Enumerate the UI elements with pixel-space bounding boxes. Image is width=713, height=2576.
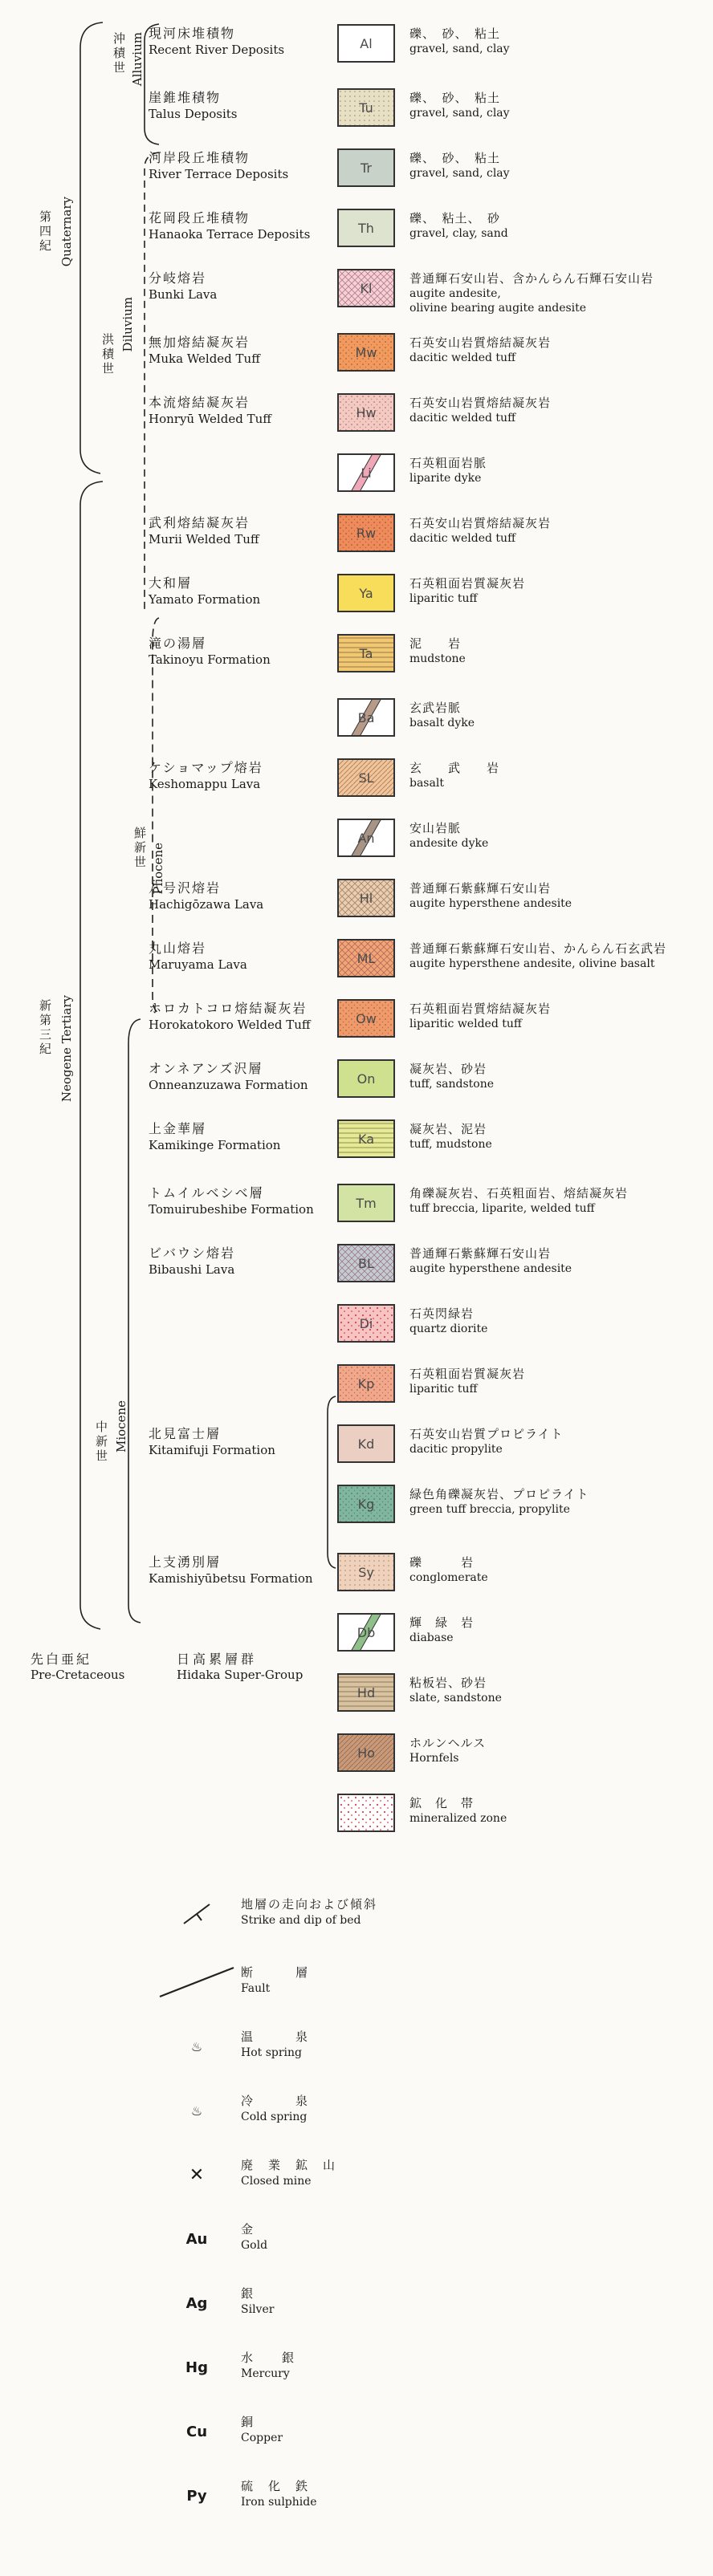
unit-name-en: Muka Welded Tuff: [149, 351, 260, 366]
unit-name: [149, 26, 325, 58]
symbol-description-en: Gold: [241, 2239, 268, 2252]
unit-name: [149, 1121, 325, 1153]
unit-name: [149, 150, 325, 182]
unit-description-en: gravel, sand, clay: [409, 107, 510, 120]
unit-name-en: Keshomappu Lava: [149, 777, 261, 791]
unit-name: [149, 1245, 325, 1278]
unit-name-jp: ビバウシ熔岩: [149, 1245, 236, 1261]
unit-swatch: [337, 574, 395, 612]
symbol-description-en: Cold spring: [241, 2111, 308, 2123]
unit-description-jp: 普通輝石紫蘇輝石安山岩: [409, 1246, 552, 1261]
symbol-label: Cu: [185, 2423, 208, 2440]
symbol-description: [241, 1965, 562, 1997]
unit-code: Kp: [357, 1375, 375, 1392]
symbol-description-en: Iron sulphide: [241, 2496, 317, 2509]
symbol-description: [241, 2285, 562, 2318]
unit-name: [149, 1185, 325, 1217]
element-symbol: [169, 2480, 225, 2512]
unit-description: [409, 700, 713, 730]
unit-name-jp: 滝の湯層: [149, 636, 207, 651]
unit-code: Db: [356, 1624, 376, 1640]
unit-description: [409, 1121, 713, 1152]
unit-swatch: [337, 148, 395, 187]
unit-code: Ta: [359, 645, 373, 661]
unit-name-en: Onneanzuzawa Formation: [149, 1078, 308, 1092]
unit-description-en: quartz diorite: [409, 1323, 488, 1335]
symbol-description-en: Closed mine: [241, 2175, 312, 2188]
hidaka-label-jp: 日高累層群: [177, 1652, 258, 1667]
unit-name: [149, 1061, 325, 1093]
unit-description-jp: 輝 緑 岩: [409, 1615, 475, 1630]
unit-swatch: [337, 879, 395, 917]
unit-description-en: tuff, sandstone: [409, 1078, 495, 1091]
unit-description-jp: 玄 武 岩: [409, 761, 500, 775]
unit-swatch: [337, 269, 395, 307]
unit-description-en: green tuff breccia, propylite: [409, 1503, 570, 1516]
symbol-label: ♨: [190, 2038, 203, 2054]
unit-description-en: mudstone: [409, 652, 466, 665]
unit-name-jp: 上金華層: [149, 1121, 207, 1136]
symbol-description-jp: 温 泉: [241, 2030, 310, 2044]
unit-name: [149, 1426, 325, 1458]
unit-code: Kd: [357, 1436, 375, 1452]
unit-description-en: liparitic tuff: [409, 1383, 478, 1396]
unit-description-jp: 玄武岩脈: [409, 701, 462, 715]
unit-swatch: [337, 1119, 395, 1158]
unit-code: On: [356, 1071, 376, 1087]
unit-description: [409, 1795, 713, 1826]
unit-description-en: liparitic welded tuff: [409, 1018, 522, 1030]
unit-name-jp: 河岸段丘堆積物: [149, 150, 251, 165]
unit-name-en: Murii Welded Tuff: [149, 532, 259, 546]
unit-code: Hw: [356, 404, 377, 421]
unit-description: [409, 90, 713, 120]
unit-description-jp: 石英安山岩質熔結凝灰岩: [409, 335, 552, 350]
unit-swatch: [337, 1364, 395, 1403]
pliocene-label-jp: 鮮新世: [132, 827, 147, 870]
unit-code: Ow: [356, 1010, 377, 1026]
unit-description: [409, 760, 713, 790]
fault-line-icon: [157, 1966, 237, 1998]
unit-name-jp: 現河床堆積物: [149, 26, 236, 41]
unit-name: [149, 210, 325, 242]
unit-name-jp: 丸山熔岩: [149, 941, 207, 956]
unit-name-en: Bibaushi Lava: [149, 1262, 235, 1277]
unit-name-jp: ケショマップ熔岩: [149, 760, 263, 775]
unit-code: Tm: [356, 1195, 377, 1211]
unit-name-en: Horokatokoro Welded Tuff: [149, 1018, 311, 1032]
unit-description: [409, 575, 713, 606]
unit-name-en: Hanaoka Terrace Deposits: [149, 227, 311, 242]
symbol-description: [241, 2350, 562, 2382]
unit-description-jp: 石英閃緑岩: [409, 1306, 475, 1321]
symbol-description-en: Silver: [241, 2303, 275, 2316]
unit-description: [409, 270, 713, 315]
unit-description: [409, 636, 713, 666]
unit-name-en: River Terrace Deposits: [149, 167, 289, 181]
unit-description-en: augite hypersthene andesite: [409, 1262, 572, 1275]
unit-swatch: [337, 1184, 395, 1222]
unit-description-en: basalt dyke: [409, 717, 475, 729]
precretaceous-label-en: Pre-Cretaceous: [31, 1668, 125, 1682]
unit-name-en: Yamato Formation: [149, 592, 261, 607]
unit-description: [409, 1061, 713, 1091]
symbol-label: ✕: [189, 2164, 205, 2185]
symbol-description-jp: 地層の走向および傾斜: [241, 1897, 378, 1912]
symbol-description-jp: 金: [241, 2222, 255, 2237]
unit-name-en: Recent River Deposits: [149, 43, 285, 57]
symbol-label: Au: [185, 2230, 208, 2248]
unit-name-jp: 八号沢熔岩: [149, 880, 222, 896]
unit-code: Ba: [357, 709, 375, 725]
unit-code: Li: [361, 465, 372, 481]
unit-description: [409, 1735, 713, 1765]
unit-description-en: gravel, sand, clay: [409, 167, 510, 180]
unit-swatch: [337, 1613, 395, 1652]
unit-description-jp: 緑色角礫凝灰岩、プロピライト: [409, 1487, 589, 1501]
unit-name-jp: 崖錐堆積物: [149, 90, 222, 105]
unit-description: [409, 455, 713, 486]
unit-name-en: Kitamifuji Formation: [149, 1443, 275, 1457]
unit-description-jp: 粘板岩、砂岩: [409, 1676, 487, 1690]
unit-description-jp: 普通輝石紫蘇輝石安山岩、かんらん石玄武岩: [409, 941, 667, 956]
neogene-label-en: Neogene Tertiary: [59, 995, 74, 1103]
unit-description: [409, 1486, 713, 1517]
miocene-label-jp: 中新世: [94, 1420, 108, 1464]
unit-name-jp: 北見富士層: [149, 1426, 222, 1441]
unit-name: [149, 1001, 325, 1033]
symbol-label: ♨: [190, 2103, 203, 2119]
unit-description-en: liparitic tuff: [409, 592, 478, 605]
unit-code: SL: [358, 770, 374, 786]
unit-name-en: Takinoyu Formation: [149, 652, 271, 667]
unit-name: [149, 1554, 325, 1587]
unit-name-jp: 分岐熔岩: [149, 270, 207, 286]
symbol-description: [241, 2093, 562, 2125]
unit-name-en: Hachigōzawa Lava: [149, 897, 264, 912]
unit-name-en: Kamishiyūbetsu Formation: [149, 1571, 313, 1586]
unit-name: [149, 335, 325, 367]
unit-code: Tr: [361, 160, 372, 176]
unit-swatch: [337, 1794, 395, 1832]
unit-description-jp: 鉱 化 帯: [409, 1796, 475, 1810]
unit-swatch: [337, 453, 395, 492]
unit-swatch: [337, 698, 395, 737]
symbol-label: Py: [186, 2487, 207, 2505]
symbol-description: [241, 2414, 562, 2446]
unit-description: [409, 1185, 713, 1216]
element-symbol: [169, 2223, 225, 2255]
unit-description-en: diabase: [409, 1631, 454, 1644]
unit-description: [409, 1615, 713, 1645]
pliocene-label-en: Pliocene: [151, 843, 165, 895]
alluvium-label-en: Alluvium: [130, 32, 145, 87]
unit-description-en: dacitic propylite: [409, 1443, 503, 1456]
unit-code: ML: [356, 950, 376, 966]
unit-name-en: Talus Deposits: [149, 107, 238, 121]
unit-swatch: [337, 1424, 395, 1463]
unit-description: [409, 880, 713, 911]
unit-description-jp: 普通輝石安山岩、含かんらん石輝石安山岩: [409, 271, 654, 286]
unit-swatch: [337, 88, 395, 127]
unit-description-jp: 安山岩脈: [409, 821, 462, 835]
unit-description: [409, 1001, 713, 1031]
unit-description-jp: 泥 岩: [409, 636, 462, 651]
symbol-description-jp: 銀: [241, 2286, 255, 2301]
unit-name: [149, 941, 325, 973]
alluvium-label-jp: 沖積世: [112, 32, 126, 75]
element-symbol: [169, 2351, 225, 2383]
unit-description: [409, 335, 713, 365]
unit-description-en: mineralized zone: [409, 1812, 507, 1825]
unit-code: Tu: [359, 100, 373, 116]
unit-description-en: augite andesite,: [409, 287, 501, 300]
unit-description: [409, 26, 713, 56]
unit-swatch: [337, 939, 395, 977]
unit-name: [149, 575, 325, 607]
unit-description: [409, 1675, 713, 1705]
unit-description-en: tuff breccia, liparite, welded tuff: [409, 1202, 595, 1215]
cold-spring-icon: [169, 2095, 225, 2127]
unit-description-jp: ホルンヘルス: [409, 1736, 487, 1750]
unit-description: [409, 941, 713, 971]
unit-description-en: basalt: [409, 777, 444, 790]
unit-description-jp: 凝灰岩、泥岩: [409, 1122, 487, 1136]
unit-description: [409, 515, 713, 546]
unit-description-en: conglomerate: [409, 1571, 488, 1584]
unit-swatch: [337, 758, 395, 797]
unit-code: Hd: [356, 1684, 376, 1700]
unit-name-jp: オンネアンズ沢層: [149, 1061, 263, 1076]
unit-code: An: [357, 830, 375, 846]
strike-dip-icon: [169, 1898, 225, 1930]
unit-swatch: [337, 1244, 395, 1282]
unit-name: [149, 90, 325, 122]
unit-code: Al: [360, 35, 373, 51]
miocene-label-en: Miocene: [114, 1400, 128, 1453]
unit-description: [409, 210, 713, 241]
unit-swatch: [337, 514, 395, 552]
diluvium-label-en: Diluvium: [120, 297, 135, 352]
unit-swatch: [337, 1485, 395, 1523]
unit-name: [149, 760, 325, 792]
symbol-description: [241, 2478, 562, 2510]
unit-description-jp: 石英安山岩質プロピライト: [409, 1427, 564, 1441]
symbol-description-jp: 銅: [241, 2415, 255, 2429]
unit-code: Kl: [360, 280, 373, 296]
unit-swatch: [337, 819, 395, 857]
unit-description-jp: 礫、 砂、 粘土: [409, 91, 501, 105]
unit-swatch: [337, 333, 395, 372]
unit-description-jp: 礫 岩: [409, 1555, 475, 1570]
symbol-description: [241, 2157, 562, 2189]
unit-name-en: Maruyama Lava: [149, 957, 247, 972]
symbol-description-jp: 冷 泉: [241, 2094, 310, 2108]
unit-swatch: [337, 1304, 395, 1343]
unit-code: Rw: [356, 525, 377, 541]
unit-code: Ka: [357, 1131, 374, 1147]
unit-description: [409, 1306, 713, 1336]
unit-description: [409, 1426, 713, 1457]
closed-mine-icon: [169, 2159, 225, 2191]
unit-swatch: [337, 999, 395, 1038]
unit-name-en: Tomuirubeshibe Formation: [149, 1202, 314, 1217]
symbol-description-en: Fault: [241, 1982, 271, 1995]
unit-code: Sy: [358, 1564, 374, 1580]
unit-description-en: Hornfels: [409, 1752, 459, 1765]
unit-description: [409, 820, 713, 851]
unit-swatch: [337, 209, 395, 247]
symbol-description-jp: 硫 化 鉄: [241, 2479, 310, 2493]
unit-description-jp: 石英粗面岩脈: [409, 456, 487, 470]
symbol-label: Ag: [185, 2294, 208, 2312]
unit-description-en: liparite dyke: [409, 472, 482, 485]
unit-description-jp: 礫、 砂、 粘土: [409, 26, 501, 41]
symbol-description-jp: 断 層: [241, 1965, 310, 1980]
unit-swatch: [337, 1059, 395, 1098]
unit-name: [149, 636, 325, 668]
unit-name-en: Kamikinge Formation: [149, 1138, 281, 1152]
unit-swatch: [337, 634, 395, 672]
symbol-description-en: Strike and dip of bed: [241, 1914, 361, 1927]
unit-description-en: dacitic welded tuff: [409, 351, 516, 364]
unit-name-en: Bunki Lava: [149, 287, 218, 302]
unit-code: Mw: [355, 344, 377, 360]
unit-swatch: [337, 1733, 395, 1772]
unit-code: Ho: [357, 1745, 375, 1761]
unit-code: BL: [358, 1255, 374, 1271]
unit-description-jp: 礫、 砂、 粘土: [409, 151, 501, 165]
symbol-description-jp: 廃 業 鉱 山: [241, 2158, 337, 2172]
unit-name-jp: 大和層: [149, 575, 193, 591]
unit-description-jp: 礫、 粘土、 砂: [409, 211, 501, 226]
unit-name-jp: ホロカトコロ熔結凝灰岩: [149, 1001, 308, 1016]
unit-name-jp: トムイルベシベ層: [149, 1185, 264, 1201]
unit-code: Ya: [359, 585, 373, 601]
unit-description-en: dacitic welded tuff: [409, 532, 516, 545]
unit-name-jp: 武利熔結凝灰岩: [149, 515, 251, 530]
unit-description: [409, 395, 713, 425]
unit-description-jp: 普通輝石紫蘇輝石安山岩: [409, 881, 552, 896]
unit-description: [409, 1554, 713, 1585]
unit-name-jp: 本流熔結凝灰岩: [149, 395, 251, 410]
unit-description-en: gravel, clay, sand: [409, 227, 508, 240]
unit-swatch: [337, 1673, 395, 1712]
unit-description-en: andesite dyke: [409, 837, 489, 850]
unit-swatch: [337, 1553, 395, 1591]
symbol-description-en: Mercury: [241, 2367, 290, 2380]
symbol-description-en: Hot spring: [241, 2046, 303, 2059]
hidaka-label-en: Hidaka Super-Group: [177, 1668, 304, 1682]
precretaceous-label-jp: 先白亜紀: [31, 1652, 92, 1667]
unit-description-en: augite hypersthene andesite, olivine basalt: [409, 957, 655, 970]
unit-description: [409, 1366, 713, 1396]
unit-name-jp: 上支湧別層: [149, 1554, 222, 1570]
unit-description-jp: 凝灰岩、砂岩: [409, 1062, 487, 1076]
element-symbol: [169, 2287, 225, 2319]
unit-description-en-2: olivine bearing augite andesite: [409, 302, 587, 315]
symbol-label: Hg: [185, 2359, 208, 2376]
symbol-description-jp: 水 銀: [241, 2350, 296, 2365]
unit-code: Kg: [357, 1496, 375, 1512]
unit-code: Hl: [359, 890, 373, 906]
unit-name: [149, 395, 325, 427]
unit-name: [149, 880, 325, 912]
unit-code: Th: [358, 220, 374, 236]
unit-name-jp: 無加熔結凝灰岩: [149, 335, 251, 350]
quaternary-label-en: Quaternary: [59, 197, 74, 267]
element-symbol: [169, 2416, 225, 2448]
symbol-description: [241, 2029, 562, 2061]
unit-description-en: slate, sandstone: [409, 1692, 502, 1704]
neogene-label-jp: 新第三紀: [38, 999, 52, 1057]
unit-description-jp: 石英粗面岩質熔結凝灰岩: [409, 1002, 552, 1016]
unit-name: [149, 270, 325, 303]
quaternary-label-jp: 第四紀: [38, 210, 52, 254]
unit-description-jp: 石英安山岩質熔結凝灰岩: [409, 516, 552, 530]
unit-swatch: [337, 24, 395, 63]
unit-description-en: tuff, mudstone: [409, 1138, 492, 1151]
unit-description: [409, 1245, 713, 1276]
hot-spring-icon: [169, 2030, 225, 2062]
unit-description-en: gravel, sand, clay: [409, 43, 510, 55]
unit-description-en: augite hypersthene andesite: [409, 897, 572, 910]
unit-swatch: [337, 393, 395, 432]
symbol-description: [241, 2221, 562, 2253]
unit-description-jp: 石英粗面岩質凝灰岩: [409, 576, 526, 591]
unit-description-en: dacitic welded tuff: [409, 412, 516, 425]
unit-name-en: Honryū Welded Tuff: [149, 412, 271, 426]
unit-code: Di: [359, 1315, 373, 1331]
unit-description-jp: 角礫凝灰岩、石英粗面岩、熔結凝灰岩: [409, 1186, 629, 1201]
unit-description-jp: 石英安山岩質熔結凝灰岩: [409, 396, 552, 410]
unit-description-jp: 石英粗面岩質凝灰岩: [409, 1367, 526, 1381]
symbol-description-en: Copper: [241, 2432, 283, 2444]
diluvium-label-jp: 洪積世: [100, 333, 115, 376]
symbol-description: [241, 1896, 562, 1928]
unit-name-jp: 花岡段丘堆積物: [149, 210, 251, 226]
unit-description: [409, 150, 713, 181]
unit-name: [149, 515, 325, 547]
